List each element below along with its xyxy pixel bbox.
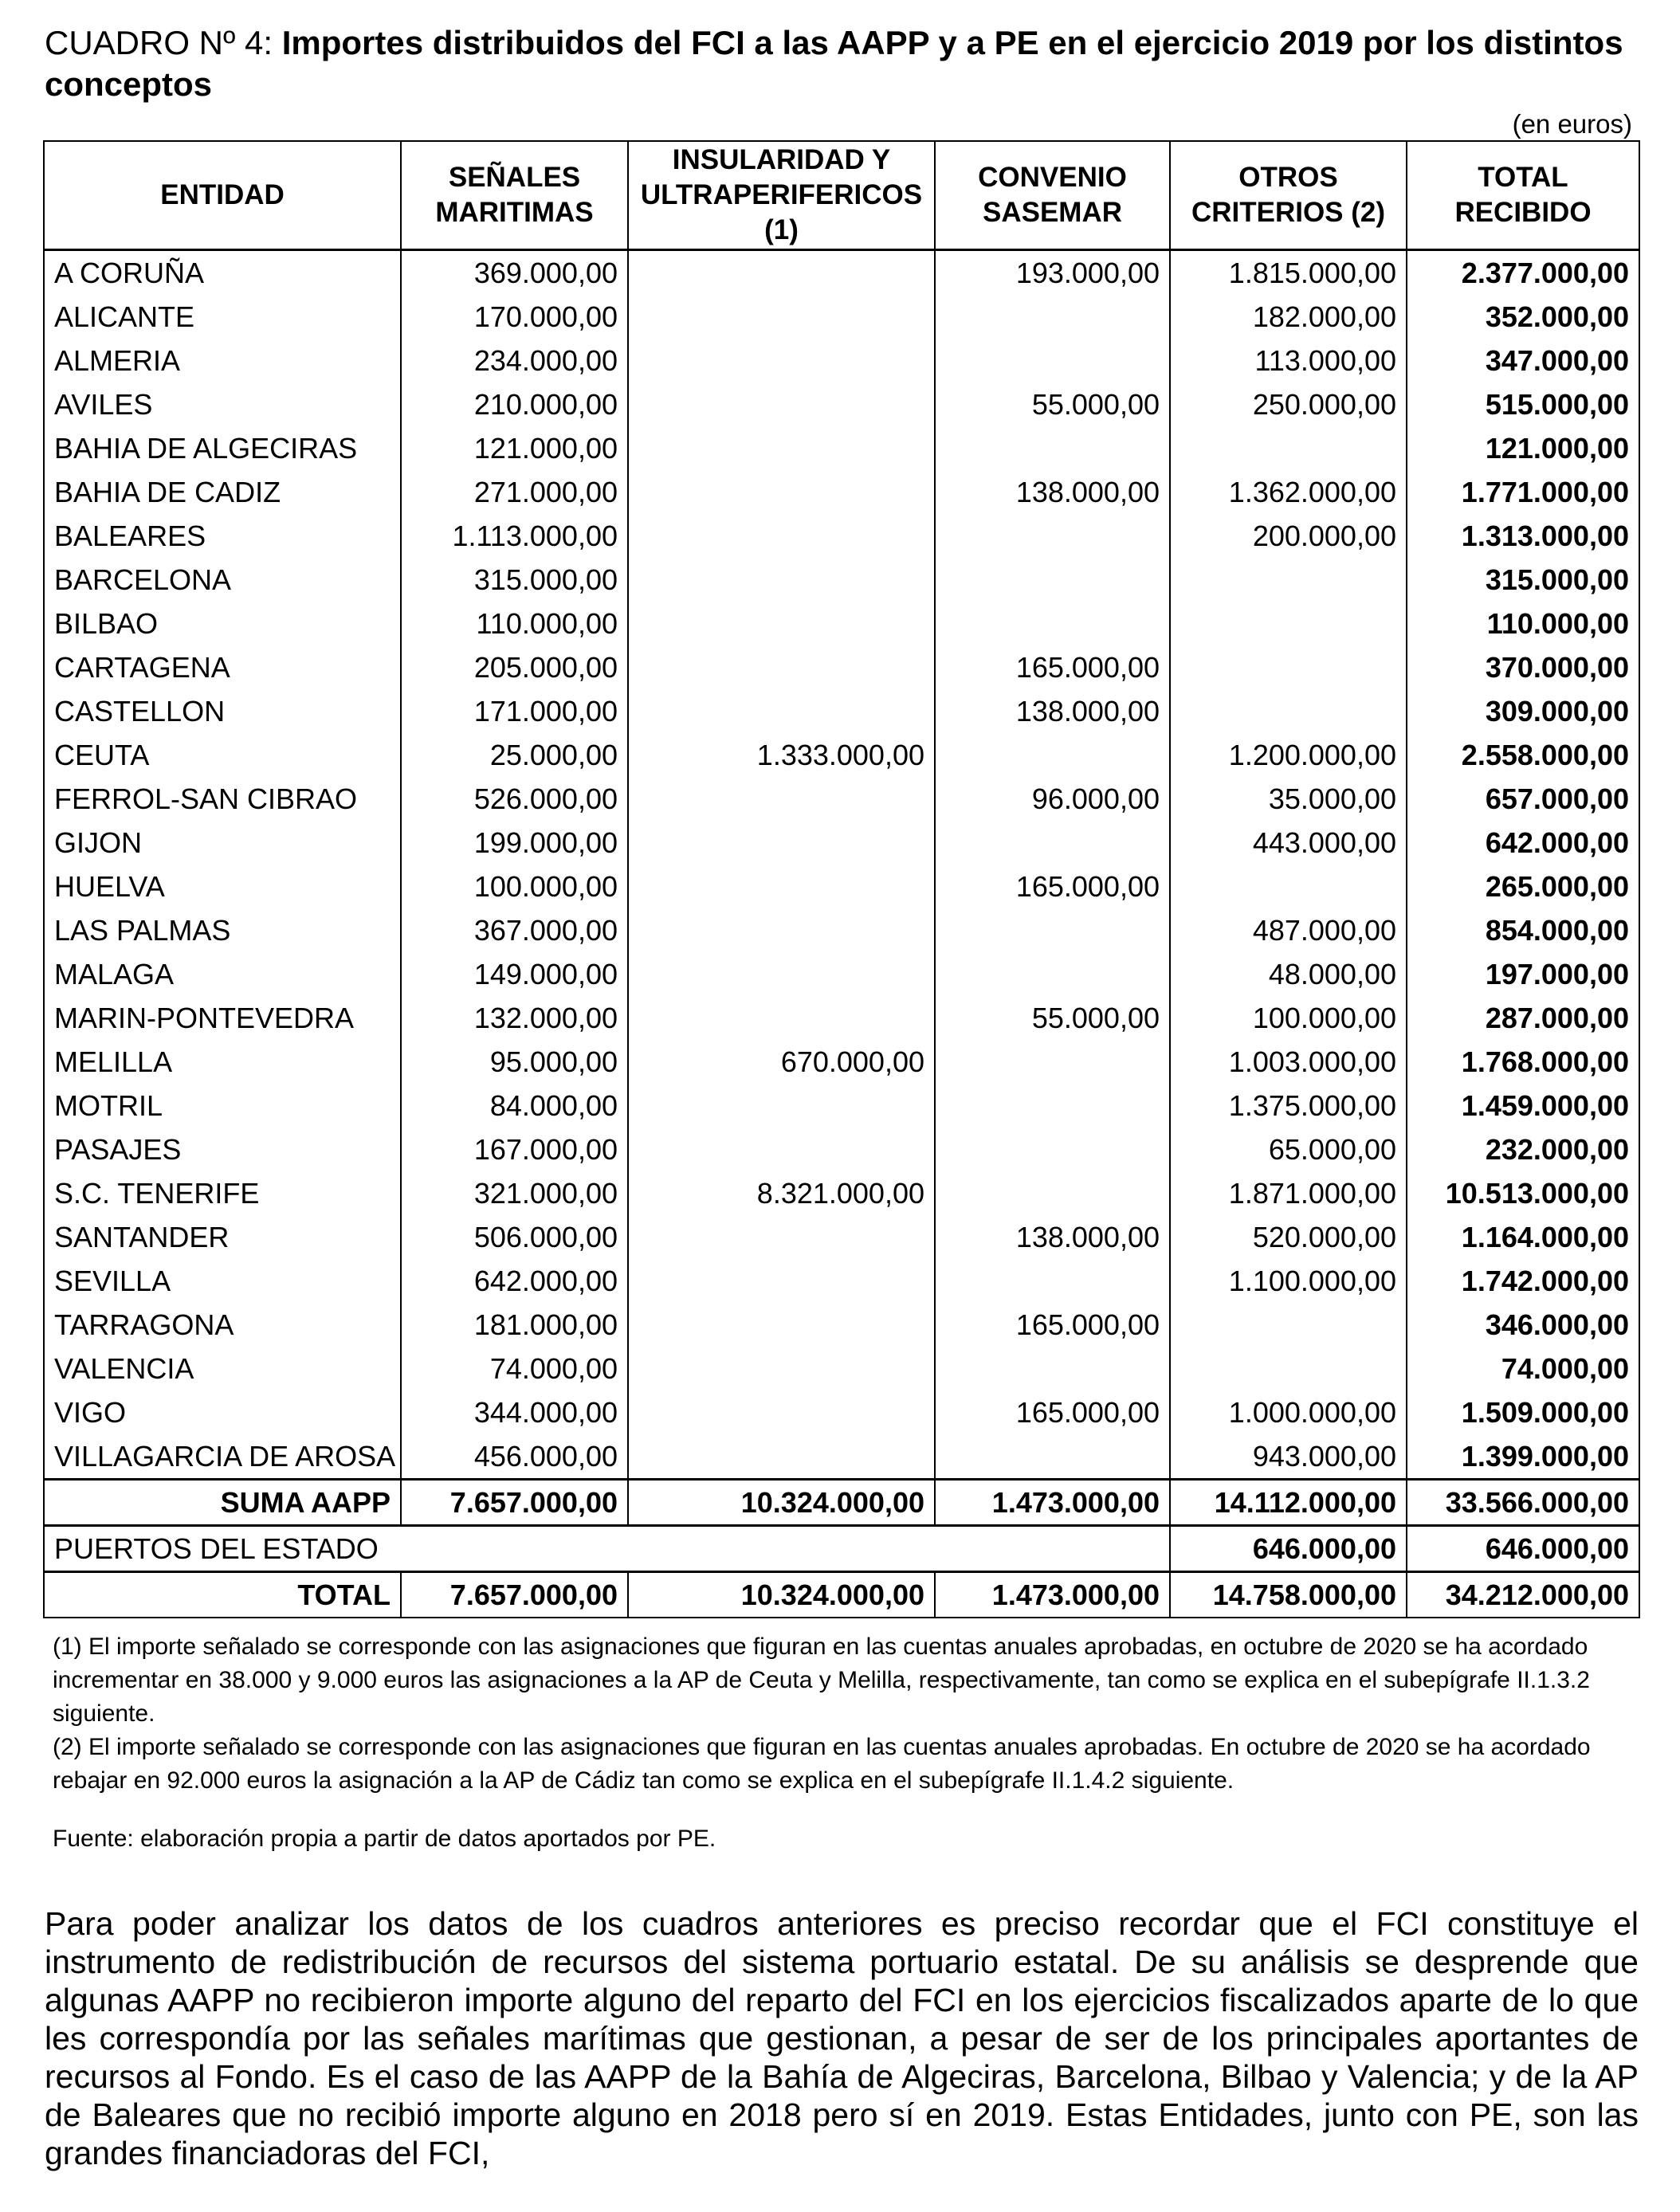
cell-otros: 1.871.000,00 (1170, 1171, 1407, 1215)
table-row (44, 558, 1639, 602)
cell-convenio: 165.000,00 (935, 865, 1170, 908)
table-row (44, 514, 1639, 558)
cell-otros (1170, 558, 1407, 602)
cell-insularidad (628, 1347, 935, 1390)
cell-entidad: TARRAGONA (44, 1303, 401, 1347)
cell-insularidad (628, 339, 935, 382)
total-otros: 14.758.000,00 (1170, 1572, 1407, 1618)
cell-total: 515.000,00 (1407, 382, 1639, 426)
cell-total: 121.000,00 (1407, 426, 1639, 470)
cell-convenio (935, 1084, 1170, 1128)
table-row (44, 821, 1639, 865)
cell-entidad: CARTAGENA (44, 645, 401, 689)
cell-insularidad (628, 1434, 935, 1480)
header-row (44, 141, 1639, 250)
cell-entidad: SEVILLA (44, 1259, 401, 1303)
cell-entidad: S.C. TENERIFE (44, 1171, 401, 1215)
cell-senales: 110.000,00 (401, 602, 628, 645)
cell-insularidad (628, 1215, 935, 1259)
table-row (44, 602, 1639, 645)
pe-label: PUERTOS DEL ESTADO (44, 1526, 1170, 1572)
cell-total: 352.000,00 (1407, 295, 1639, 339)
cell-entidad: GIJON (44, 821, 401, 865)
cell-otros: 65.000,00 (1170, 1128, 1407, 1171)
cell-insularidad (628, 689, 935, 733)
cell-total: 1.164.000,00 (1407, 1215, 1639, 1259)
cell-senales: 344.000,00 (401, 1390, 628, 1434)
total-row (44, 1572, 1639, 1618)
cell-total: 346.000,00 (1407, 1303, 1639, 1347)
cell-otros: 200.000,00 (1170, 514, 1407, 558)
cell-entidad: PASAJES (44, 1128, 401, 1171)
table-row (44, 1259, 1639, 1303)
cell-insularidad (628, 777, 935, 821)
table-row (44, 689, 1639, 733)
cell-otros (1170, 426, 1407, 470)
cell-entidad: FERROL-SAN CIBRAO (44, 777, 401, 821)
cell-insularidad (628, 382, 935, 426)
table-row (44, 1434, 1639, 1480)
cell-convenio (935, 514, 1170, 558)
cell-convenio (935, 821, 1170, 865)
cell-total: 2.558.000,00 (1407, 733, 1639, 777)
cell-otros: 1.375.000,00 (1170, 1084, 1407, 1128)
cell-insularidad (628, 426, 935, 470)
cell-entidad: CEUTA (44, 733, 401, 777)
cell-entidad: A CORUÑA (44, 250, 401, 296)
cell-senales: 210.000,00 (401, 382, 628, 426)
total-insularidad: 10.324.000,00 (628, 1572, 935, 1618)
cell-convenio (935, 908, 1170, 952)
header-total: TOTAL RECIBIDO (1407, 141, 1639, 250)
table-number: CUADRO Nº 4: (45, 24, 273, 61)
units-note: (en euros) (1512, 109, 1632, 139)
cell-senales: 367.000,00 (401, 908, 628, 952)
cell-insularidad (628, 1303, 935, 1347)
table-row (44, 952, 1639, 996)
cell-total: 1.459.000,00 (1407, 1084, 1639, 1128)
cell-total: 854.000,00 (1407, 908, 1639, 952)
table-row (44, 1084, 1639, 1128)
table-row (44, 1347, 1639, 1390)
cell-senales: 149.000,00 (401, 952, 628, 996)
cell-total: 1.771.000,00 (1407, 470, 1639, 514)
cell-insularidad (628, 865, 935, 908)
cell-convenio (935, 602, 1170, 645)
table-row (44, 470, 1639, 514)
table-row (44, 1303, 1639, 1347)
cell-convenio: 165.000,00 (935, 1390, 1170, 1434)
cell-otros: 250.000,00 (1170, 382, 1407, 426)
cell-total: 287.000,00 (1407, 996, 1639, 1040)
cell-insularidad: 670.000,00 (628, 1040, 935, 1084)
table-row (44, 733, 1639, 777)
cell-senales: 181.000,00 (401, 1303, 628, 1347)
cell-senales: 205.000,00 (401, 645, 628, 689)
suma-convenio: 1.473.000,00 (935, 1480, 1170, 1526)
cell-total: 370.000,00 (1407, 645, 1639, 689)
cell-convenio: 96.000,00 (935, 777, 1170, 821)
cell-total: 197.000,00 (1407, 952, 1639, 996)
cell-entidad: VIGO (44, 1390, 401, 1434)
cell-total: 1.509.000,00 (1407, 1390, 1639, 1434)
table-row (44, 426, 1639, 470)
cell-insularidad (628, 514, 935, 558)
cell-entidad: MALAGA (44, 952, 401, 996)
cell-senales: 171.000,00 (401, 689, 628, 733)
cell-insularidad (628, 470, 935, 514)
table-row (44, 645, 1639, 689)
cell-senales: 132.000,00 (401, 996, 628, 1040)
cell-convenio: 165.000,00 (935, 1303, 1170, 1347)
cell-convenio (935, 295, 1170, 339)
cell-otros: 943.000,00 (1170, 1434, 1407, 1480)
cell-total: 74.000,00 (1407, 1347, 1639, 1390)
cell-total: 232.000,00 (1407, 1128, 1639, 1171)
table-row (44, 996, 1639, 1040)
cell-entidad: MARIN-PONTEVEDRA (44, 996, 401, 1040)
cell-otros (1170, 1303, 1407, 1347)
total-senales: 7.657.000,00 (401, 1572, 628, 1618)
footnote-2: (2) El importe señalado se corresponde con las asignaciones que figuran en las cuentas anuales aprobadas. En octubre de 2020 se ha acordado rebajar en 92.000 euros la asignación a la AP de Cádiz tan como se explica en el subepígrafe II.1.4.2 siguiente. (53, 1734, 1591, 1794)
suma-label: SUMA AAPP (44, 1480, 401, 1526)
cell-insularidad: 1.333.000,00 (628, 733, 935, 777)
table-row (44, 339, 1639, 382)
cell-total: 347.000,00 (1407, 339, 1639, 382)
cell-senales: 321.000,00 (401, 1171, 628, 1215)
cell-senales: 642.000,00 (401, 1259, 628, 1303)
table-row (44, 250, 1639, 296)
cell-entidad: VILLAGARCIA DE AROSA (44, 1434, 401, 1480)
cell-convenio: 55.000,00 (935, 382, 1170, 426)
table-row (44, 865, 1639, 908)
cell-otros: 1.100.000,00 (1170, 1259, 1407, 1303)
cell-total: 265.000,00 (1407, 865, 1639, 908)
cell-entidad: BALEARES (44, 514, 401, 558)
cell-convenio: 165.000,00 (935, 645, 1170, 689)
cell-entidad: ALICANTE (44, 295, 401, 339)
cell-insularidad (628, 1259, 935, 1303)
cell-insularidad (628, 250, 935, 296)
header-insularidad: INSULARIDAD Y ULTRAPERIFERICOS (1) (628, 141, 935, 250)
cell-entidad: AVILES (44, 382, 401, 426)
cell-total: 1.399.000,00 (1407, 1434, 1639, 1480)
header-entidad: ENTIDAD (44, 141, 401, 250)
total-total: 34.212.000,00 (1407, 1572, 1639, 1618)
cell-senales: 271.000,00 (401, 470, 628, 514)
suma-otros: 14.112.000,00 (1170, 1480, 1407, 1526)
suma-insularidad: 10.324.000,00 (628, 1480, 935, 1526)
cell-entidad: BILBAO (44, 602, 401, 645)
cell-insularidad (628, 645, 935, 689)
cell-insularidad (628, 996, 935, 1040)
table-row (44, 908, 1639, 952)
table-row (44, 295, 1639, 339)
table-title (45, 22, 1647, 105)
pe-total: 646.000,00 (1407, 1526, 1639, 1572)
cell-insularidad (628, 952, 935, 996)
cell-senales: 167.000,00 (401, 1128, 628, 1171)
cell-otros (1170, 645, 1407, 689)
cell-senales: 84.000,00 (401, 1084, 628, 1128)
footnotes (53, 1630, 1631, 1798)
cell-otros (1170, 602, 1407, 645)
pe-otros: 646.000,00 (1170, 1526, 1407, 1572)
table-row (44, 1040, 1639, 1084)
cell-otros: 487.000,00 (1170, 908, 1407, 952)
cell-entidad: VALENCIA (44, 1347, 401, 1390)
cell-insularidad (628, 1390, 935, 1434)
cell-senales: 121.000,00 (401, 426, 628, 470)
cell-senales: 1.113.000,00 (401, 514, 628, 558)
header-convenio: CONVENIO SASEMAR (935, 141, 1170, 250)
table-row (44, 777, 1639, 821)
cell-total: 1.742.000,00 (1407, 1259, 1639, 1303)
cell-insularidad (628, 908, 935, 952)
cell-otros (1170, 689, 1407, 733)
cell-insularidad (628, 821, 935, 865)
cell-senales: 25.000,00 (401, 733, 628, 777)
cell-senales: 74.000,00 (401, 1347, 628, 1390)
cell-convenio (935, 1434, 1170, 1480)
cell-insularidad (628, 1084, 935, 1128)
cell-convenio (935, 1171, 1170, 1215)
suma-total: 33.566.000,00 (1407, 1480, 1639, 1526)
cell-total: 642.000,00 (1407, 821, 1639, 865)
cell-total: 2.377.000,00 (1407, 250, 1639, 296)
cell-entidad: HUELVA (44, 865, 401, 908)
cell-insularidad: 8.321.000,00 (628, 1171, 935, 1215)
cell-senales: 506.000,00 (401, 1215, 628, 1259)
cell-otros (1170, 1347, 1407, 1390)
footnote-1: (1) El importe señalado se corresponde con las asignaciones que figuran en las cuentas anuales aprobadas, en octubre de 2020 se ha acordado incrementar en 38.000 y 9.000 euros las asignaciones a la AP de Ceuta y Melilla, respectivamente, tan como se explica en el subepígrafe II.1.3.2 siguiente. (53, 1634, 1590, 1727)
total-convenio: 1.473.000,00 (935, 1572, 1170, 1618)
cell-senales: 315.000,00 (401, 558, 628, 602)
cell-total: 315.000,00 (1407, 558, 1639, 602)
cell-otros: 48.000,00 (1170, 952, 1407, 996)
cell-total: 10.513.000,00 (1407, 1171, 1639, 1215)
cell-entidad: BAHIA DE CADIZ (44, 470, 401, 514)
cell-otros: 443.000,00 (1170, 821, 1407, 865)
cell-insularidad (628, 558, 935, 602)
cell-senales: 199.000,00 (401, 821, 628, 865)
cell-convenio: 138.000,00 (935, 689, 1170, 733)
cell-insularidad (628, 295, 935, 339)
cell-total: 657.000,00 (1407, 777, 1639, 821)
cell-convenio: 138.000,00 (935, 1215, 1170, 1259)
table-caption: Importes distribuidos del FCI a las AAPP y a PE en el ejercicio 2019 por los distintos conceptos (45, 24, 1623, 103)
cell-convenio (935, 952, 1170, 996)
total-label: TOTAL (44, 1572, 401, 1618)
table-row (44, 1171, 1639, 1215)
cell-senales: 369.000,00 (401, 250, 628, 296)
cell-entidad: BARCELONA (44, 558, 401, 602)
suma-row (44, 1480, 1639, 1526)
cell-otros: 1.003.000,00 (1170, 1040, 1407, 1084)
cell-senales: 526.000,00 (401, 777, 628, 821)
cell-convenio: 138.000,00 (935, 470, 1170, 514)
cell-convenio (935, 1128, 1170, 1171)
cell-otros: 182.000,00 (1170, 295, 1407, 339)
cell-entidad: MELILLA (44, 1040, 401, 1084)
cell-entidad: SANTANDER (44, 1215, 401, 1259)
cell-entidad: LAS PALMAS (44, 908, 401, 952)
cell-insularidad (628, 602, 935, 645)
cell-entidad: BAHIA DE ALGECIRAS (44, 426, 401, 470)
table-body (44, 250, 1639, 1480)
cell-otros (1170, 865, 1407, 908)
table-row (44, 1215, 1639, 1259)
body-paragraph: Para poder analizar los datos de los cuadros anteriores es preciso recordar que el FCI constituye el instrumento de redistribución de recursos del sistema portuario estatal. De su análisis se desprende que algunas AAPP no recibieron importe alguno del reparto del FCI en los ejercicios fiscalizados aparte de lo que les correspondía por las señales marítimas que gestionan, a pesar de ser de los principales aportantes de recursos al Fondo. Es el caso de las AAPP de la Bahía de Algeciras, Barcelona, Bilbao y Valencia; y de la AP de Baleares que no recibió importe alguno en 2018 pero sí en 2019. Estas Entidades, junto con PE, son las grandes financiadoras del FCI, (45, 1905, 1639, 2171)
cell-convenio (935, 1347, 1170, 1390)
cell-convenio (935, 426, 1170, 470)
cell-senales: 100.000,00 (401, 865, 628, 908)
cell-convenio (935, 1040, 1170, 1084)
cell-otros: 1.815.000,00 (1170, 250, 1407, 296)
distribution-table (43, 140, 1640, 1618)
cell-entidad: ALMERIA (44, 339, 401, 382)
cell-otros: 520.000,00 (1170, 1215, 1407, 1259)
cell-convenio: 55.000,00 (935, 996, 1170, 1040)
cell-senales: 170.000,00 (401, 295, 628, 339)
cell-total: 110.000,00 (1407, 602, 1639, 645)
cell-senales: 95.000,00 (401, 1040, 628, 1084)
table-row (44, 382, 1639, 426)
cell-otros: 100.000,00 (1170, 996, 1407, 1040)
header-senales: SEÑALES MARITIMAS (401, 141, 628, 250)
cell-entidad: MOTRIL (44, 1084, 401, 1128)
cell-senales: 234.000,00 (401, 339, 628, 382)
table-row (44, 1390, 1639, 1434)
cell-total: 309.000,00 (1407, 689, 1639, 733)
cell-convenio (935, 339, 1170, 382)
cell-otros: 35.000,00 (1170, 777, 1407, 821)
cell-total: 1.313.000,00 (1407, 514, 1639, 558)
cell-otros: 113.000,00 (1170, 339, 1407, 382)
cell-total: 1.768.000,00 (1407, 1040, 1639, 1084)
cell-convenio (935, 733, 1170, 777)
cell-convenio (935, 558, 1170, 602)
header-otros: OTROS CRITERIOS (2) (1170, 141, 1407, 250)
cell-entidad: CASTELLON (44, 689, 401, 733)
cell-insularidad (628, 1128, 935, 1171)
cell-otros: 1.200.000,00 (1170, 733, 1407, 777)
pe-row (44, 1526, 1639, 1572)
cell-convenio (935, 1259, 1170, 1303)
table-row (44, 1128, 1639, 1171)
source-note: Fuente: elaboración propia a partir de datos aportados por PE. (53, 1826, 716, 1852)
cell-otros: 1.000.000,00 (1170, 1390, 1407, 1434)
suma-senales: 7.657.000,00 (401, 1480, 628, 1526)
cell-convenio: 193.000,00 (935, 250, 1170, 296)
cell-otros: 1.362.000,00 (1170, 470, 1407, 514)
cell-senales: 456.000,00 (401, 1434, 628, 1480)
